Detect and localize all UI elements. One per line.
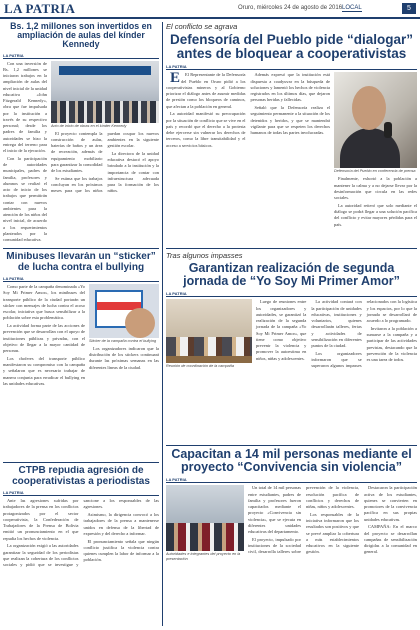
- article-paragraph: La autoridad manifestó su preocupación por la situación de conflicto que se vive en el país y recordó que el derecho a la protesta debe ejercerse sin vulnerar los derechos de terceros, como la libre transitabilidad y el acceso a servicios básicos.: [166, 111, 246, 148]
- article-garantizan-body: [256, 299, 417, 369]
- article-paragraph: El proyecto contempla la construcción de aulas, baterías de baños y un área de recreación, además de equipamiento mobiliario para garantizar la comodidad de los estudiantes.: [51, 130, 103, 174]
- article-paragraph: Los organizadores indicaron que la distribución de los stickers continuará durante las próximas semanas en las diferentes líneas de la ciudad.: [89, 345, 159, 370]
- article-kennedy-headline: Bs. 1,2 millones son invertidos en ampliación de aulas del kínder Kennedy: [10, 22, 152, 50]
- newspaper-logo: LA PATRIA: [4, 1, 76, 16]
- article-ctpb: [3, 466, 159, 626]
- article-garantizan-kicker: Tras algunos impasses: [166, 251, 243, 260]
- article-paragraph: Señaló que la Defensoría realiza el seguimiento permanente a la situación de los detenidos y heridos, y que se mantendrá vigilante para que se respeten los derechos humanos de todas las partes involucradas.: [250, 105, 330, 136]
- article-paragraph: Los responsables de la iniciativa informaron que los resultados son positivos y que se prevé ampliar la cobertura a más establecimientos educativos en la siguiente gestión.: [306, 511, 359, 555]
- article-defensoria-kicker: El conflicto se agrava: [166, 22, 238, 31]
- article-paragraph: Destacaron la participación activa de los estudiantes, quienes se convierten en promotores de la convivencia pacífica en sus propias unidades educativas.: [364, 485, 417, 522]
- article-defensoria: [166, 22, 417, 248]
- defensoria-photo-caption: Defensoría del Pueblo en conferencia de prensa: [334, 169, 416, 174]
- dateline: Oruro, miércoles 24 de agosto de 2016: [238, 5, 343, 11]
- article-paragraph: Luego de reuniones entre los organizadores y autoridades, se garantizó la realización de la segunda jornada de la campaña «Yo Soy Mi Primer Amor», que tiene como objetivo prevenir la violencia y promover la autoestima en niños, niñas y adolescentes.: [256, 299, 307, 361]
- article-paragraph: [166, 72, 246, 110]
- article-defensoria-author: LA PATRIA: [166, 64, 417, 70]
- article-convivencia: [166, 448, 417, 626]
- portrait-face: [352, 86, 386, 130]
- article-convivencia-headline: Capacitan a 14 mil personas mediante el proyecto “Convivencia sin violencia”: [171, 448, 412, 475]
- article-paragraph: La autoridad reiteró que solo mediante el diálogo se podrá llegar a una solución pacífica del conflicto y evitar mayores pérdidas para el país.: [334, 202, 417, 227]
- vertical-divider: [162, 22, 163, 626]
- article-garantizan-headline: Garantizan realización de segunda jornada de “Yo Soy Mi Primer Amor”: [183, 261, 400, 289]
- defensoria-photo: [334, 72, 417, 168]
- dropcap: E: [170, 70, 181, 87]
- article-kennedy-body-col1: [3, 61, 47, 245]
- article-sticker-body-col2: [89, 346, 159, 371]
- sticker-hand: [125, 308, 155, 338]
- article-sticker: [3, 252, 159, 462]
- meeting-table: [166, 356, 252, 363]
- section-divider: [166, 445, 417, 446]
- article-paragraph: Además expresó que la institución está dispuesta a coadyuvar en la búsqueda de soluciones y lamentó los hechos de violencia registrados en los últimos días, que dejaron personas heridas y fallecidas.: [250, 72, 330, 103]
- convivencia-photo-caption: Autoridades e integrantes del proyecto en la presentación: [166, 552, 241, 562]
- article-kennedy-author: LA PATRIA: [3, 53, 159, 59]
- article-kennedy-body-cols: [51, 131, 159, 196]
- article-ctpb-body: [3, 498, 159, 568]
- article-paragraph: Asimismo, la dirigencia convocó a los trabajadores de la prensa a mantenerse unidos en defensa de la libertad de expresión y del derecho a informar.: [83, 512, 159, 536]
- article-garantizan: [166, 251, 417, 445]
- article-paragraph: Como parte de la campaña denominada «Yo Soy Mi Primer Amor», los minibuses del transporte público de la ciudad portarán un sticker con mensajes de lucha contra el acoso escolar, iniciativa que busca sensibilizar a la población sobre esta problemática.: [3, 284, 85, 321]
- article-defensoria-body-side: [334, 176, 417, 228]
- article-defensoria-headline: Defensoría del Pueblo pide “dialogar” antes de bloquear a cooperativistas: [169, 32, 414, 62]
- article-convivencia-body: [248, 485, 417, 562]
- kennedy-photo-people: [51, 101, 159, 123]
- article-sticker-headline: Minibuses llevarán un “sticker” de lucha contra el bullying: [6, 252, 156, 273]
- article-paragraph: Con una inversión de Bs. 1,2 millones se iniciaron trabajos en la ampliación de aulas del nivel inicial de la unidad educativa «John Fitzgerald Kennedy», obra que fue impulsada por la institución a través de su respectivo personal; desde los padres de familia y autoridades se hizo la entrega del terreno para el inicio de la ejecución.: [3, 60, 47, 154]
- article-sticker-author: LA PATRIA: [3, 276, 159, 282]
- group-people: [166, 523, 244, 551]
- article-paragraph: Se estima que los trabajos concluyan en los próximos meses para que los niños puedan ocupar los nuevos ambientes en la siguiente gestión escolar.: [51, 130, 159, 194]
- column-divider: [3, 462, 159, 463]
- garantizan-photo-caption: Reunión de coordinación de la campaña: [166, 364, 234, 369]
- article-paragraph: CAMPAÑA: En el marco del proyecto se desarrollan campañas de sensibilización dirigidas a la comunidad en general.: [364, 524, 417, 555]
- article-paragraph: Invitaron a la población a sumarse a la campaña y a participar de las actividades previstas, destacando que la prevención de la violencia es una tarea de todos.: [366, 325, 417, 362]
- article-defensoria-body: [166, 72, 330, 229]
- garantizan-photo: [166, 299, 252, 363]
- article-garantizan-author: LA PATRIA: [166, 291, 417, 297]
- article-ctpb-headline: CTPB repudia agresión de cooperativistas a periodistas: [12, 466, 150, 487]
- article-ctpb-author: LA PATRIA: [3, 490, 159, 496]
- article-kennedy: [3, 22, 159, 248]
- portrait-microphone: [384, 122, 392, 138]
- sticker-photo: [89, 284, 159, 338]
- convivencia-photo: [166, 485, 244, 551]
- masthead: [0, 0, 420, 19]
- article-convivencia-author: LA PATRIA: [166, 477, 417, 483]
- article-paragraph: La directora de la unidad educativa destacó el apoyo brindado a la institución y la importancia de contar con infraestructura adecuada para la formación de los niños.: [107, 150, 159, 194]
- article-paragraph: Finalmente, exhortó a la población a mantener la calma y a no dejarse llevar por la desinformación que circula en las redes sociales.: [334, 176, 417, 201]
- article-paragraph: Ante las agresiones sufridas por trabajadores de la prensa en los conflictos protagonizados por el sector cooperativista, la Confederación de Trabajadores de la Prensa de Bolivia emitió un pronunciamiento en el que repudia los hechos de violencia.: [3, 498, 79, 541]
- article-sticker-body-col1: [3, 284, 85, 389]
- article-paragraph: Los choferes del transporte público manifestaron su compromiso con la campaña y señalaron que es necesario trabajar de manera conjunta para erradicar el bullying en las unidades educativas.: [3, 355, 85, 386]
- section-divider: [166, 248, 417, 249]
- column-divider: [3, 248, 159, 249]
- article-paragraph: La actividad forma parte de las acciones de prevención que se desarrollan con el apoyo de instituciones públicas y privadas, con el objetivo de llegar a la mayor cantidad de personas.: [3, 323, 85, 353]
- article-paragraph: Los organizadores informaron que se superaron algunos impasses relacionados con la logística y los espacios, por lo que la jornada se desarrollará de acuerdo a lo programado.: [311, 299, 417, 369]
- article-paragraph: Un total de 14 mil personas entre estudiantes, padres de familia y profesores fueron capacitados mediante el proyecto «Convivencia sin violencia», que se ejecuta en diferentes unidades educativas del departamento.: [248, 485, 301, 534]
- sticker-photo-caption: Sticker de la campaña contra el bullying: [89, 339, 157, 343]
- article-paragraph: La actividad contará con la participación de unidades educativas, instituciones y voluntarios, quienes desarrollarán talleres, ferias y actividades de sensibilización en diferentes puntos de la ciudad.: [311, 299, 362, 348]
- article-paragraph-text: El Representante de la Defensoría del Pueblo en Oruro pidió a los cooperativistas mineros y al Gobierno priorizar el diálogo antes de asumir medidas de presión como los bloqueos de caminos, que afectan a la población en general.: [166, 72, 246, 109]
- article-paragraph: El pronunciamiento señala que ningún conflicto justifica la violencia contra quienes cumplen la labor de informar a la población.: [83, 538, 159, 563]
- kennedy-photo-caption: Acto de inicio de obras en el kínder Kennedy: [51, 123, 127, 128]
- kennedy-photo-banner: [59, 66, 151, 75]
- page-number: 5: [402, 3, 416, 14]
- article-paragraph: El proyecto, impulsado por instituciones de la sociedad civil, desarrolla talleres sobre prevención de la violencia, resolución pacífica de conflictos y derechos de niñas, niños y adolescentes.: [248, 485, 359, 555]
- section-tag: LOCAL: [342, 5, 362, 11]
- article-paragraph: Con la participación de autoridades municipales, padres de familia, profesores y alumnos se realizó el acto de inicio de los trabajos que permitirán contar con nuevos ambientes para la atención de los niños del nivel inicial, de acuerdo a los requerimientos planteados por la comunidad educativa.: [3, 155, 47, 243]
- kennedy-photo: [51, 61, 159, 123]
- article-paragraph: La organización exigió a las autoridades garantizar la seguridad de los periodistas que realizan la cobertura de los conflictos sociales y pidió que se investigue y sancione a los responsables de las agresiones.: [3, 498, 159, 567]
